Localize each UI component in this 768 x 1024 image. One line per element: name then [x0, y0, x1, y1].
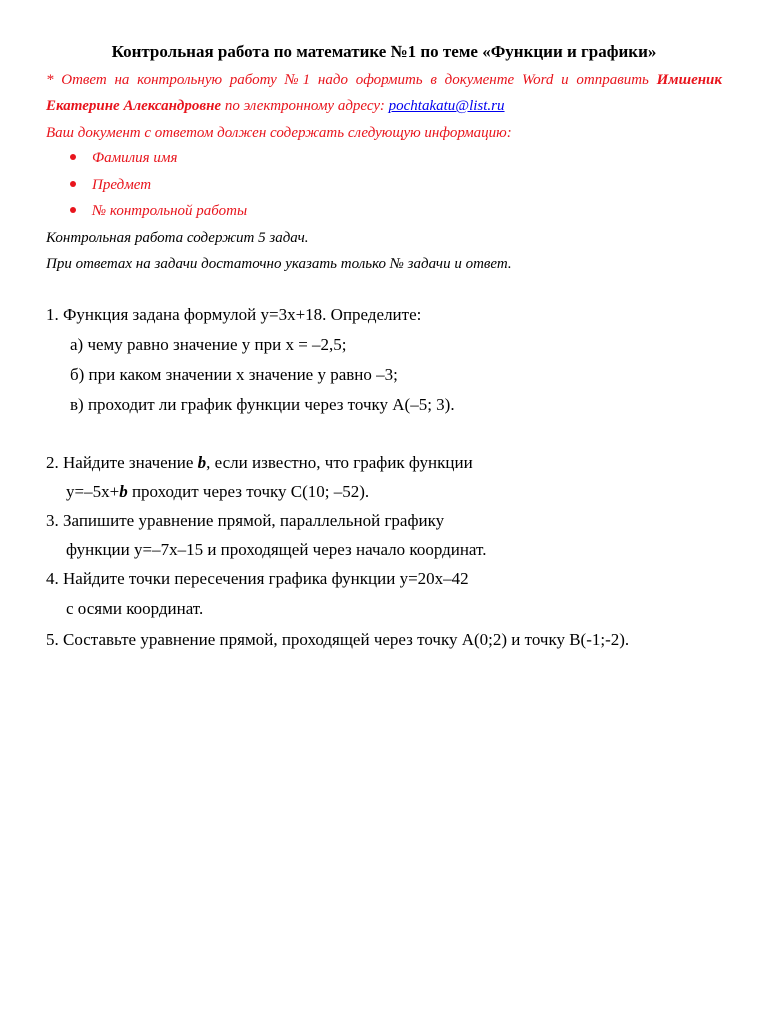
task-2-text: проходит через точку С(10; –52). [127, 482, 370, 501]
task-1b: б) при каком значении х значение у равно –3; [70, 365, 398, 384]
requirements-intro: Ваш документ с ответом должен содержать следующую информацию: [46, 125, 512, 141]
task-2-text: 2. Найдите значение [46, 453, 198, 472]
requirement-item [70, 177, 151, 194]
task-1a: а) чему равно значение у при х = –2,5; [70, 335, 347, 354]
bullet-icon [70, 207, 76, 213]
page-title: Контрольная работа по математике №1 по теме «Функции и графики» [111, 42, 657, 61]
email-link[interactable]: pochtakatu@list.ru [388, 98, 505, 114]
bullet-icon [70, 154, 76, 160]
recipient-surname: Имшеник [656, 72, 722, 88]
requirement-label: Предмет [92, 177, 152, 193]
bullet-icon [70, 181, 76, 187]
task-2 [46, 453, 473, 473]
task-1: 1. Функция задана формулой у=3х+18. Определите: [46, 305, 422, 324]
notice-email-label: по электронному адресу: [221, 98, 389, 114]
recipient-name: Екатерине Александровне [46, 98, 222, 114]
notice-text: * Ответ на контрольную работу №1 надо оформить в документе Word и отправить [46, 72, 657, 88]
task-3: 3. Запишите уравнение прямой, параллельной графику [46, 511, 445, 530]
requirement-label: Фамилия имя [92, 150, 178, 166]
info-task-count: Контрольная работа содержит 5 задач. [46, 230, 309, 246]
task-2-text: , если известно, что график функции [206, 453, 473, 472]
task-2-variable: b [119, 482, 128, 501]
task-2-formula: у=–5х+ [66, 482, 120, 501]
notice-line-2 [46, 98, 505, 115]
task-5: 5. Составьте уравнение прямой, проходящей через точку А(0;2) и точку В(-1;-2). [46, 630, 630, 649]
task-1c: в) проходит ли график функции через точку А(–5; 3). [70, 395, 455, 414]
task-4: 4. Найдите точки пересечения графика функции у=20х–42 [46, 569, 469, 588]
task-2-variable: b [197, 453, 207, 472]
info-answer-format: При ответах на задачи достаточно указать только № задачи и ответ. [46, 256, 512, 272]
task-4-cont: с осями координат. [66, 599, 204, 618]
task-3-cont: функции у=–7х–15 и проходящей через начало координат. [66, 540, 487, 559]
requirement-item [70, 203, 247, 220]
notice-line-1 [46, 72, 722, 89]
task-2-cont [66, 482, 369, 502]
requirement-label: № контрольной работы [92, 203, 248, 219]
requirement-item [70, 150, 177, 167]
